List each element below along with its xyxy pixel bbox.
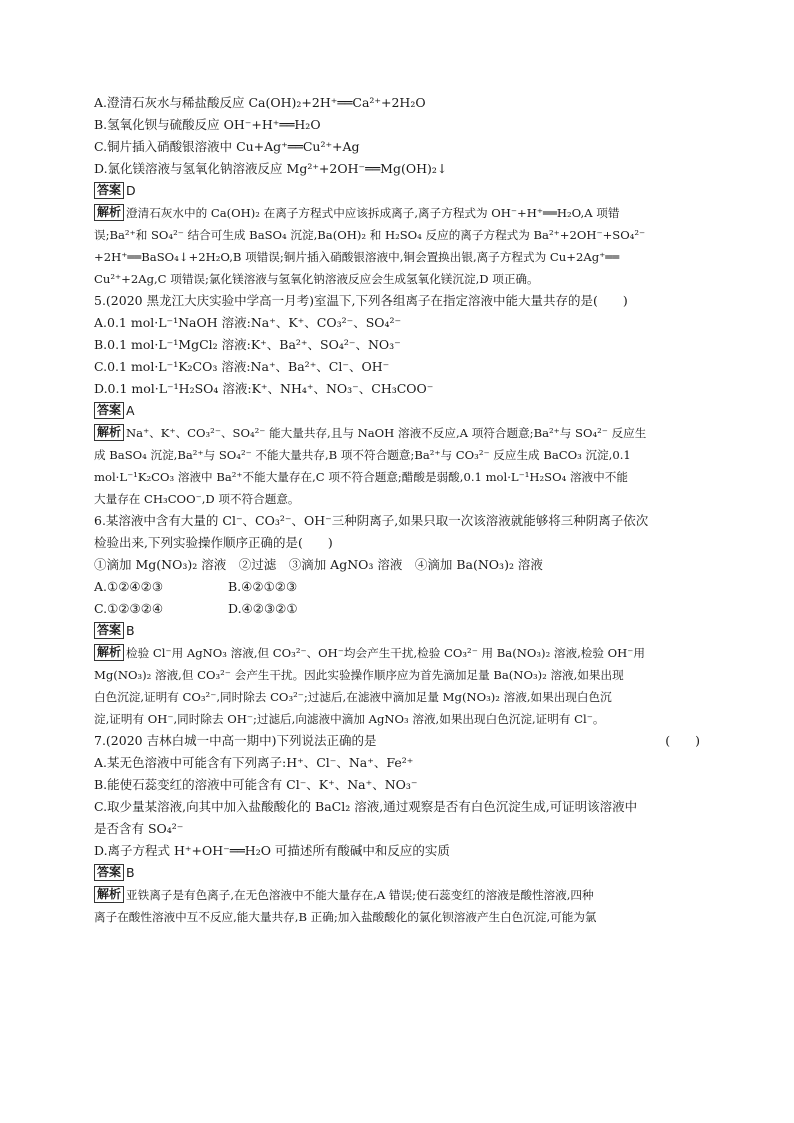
q6-option-b: B.④②①②③	[228, 579, 298, 594]
q5-answer-value: A	[126, 403, 135, 418]
q4-answer	[94, 180, 700, 202]
q6-analysis-line-2: Mg(NO₃)₂ 溶液,但 CO₃²⁻ 会产生干扰。因此实验操作顺序应为首先滴加足量 Ba(NO₃)₂ 溶液,如果出现	[94, 668, 624, 682]
q4-option-b: B.氢氧化钡与硫酸反应 OH⁻+H⁺══H₂O	[94, 117, 321, 132]
q7-stem: 7.(2020 吉林白城一中高一期中)下列说法正确的是	[94, 733, 377, 748]
answer-tag: 答案	[94, 402, 124, 419]
q7-stem-row	[94, 730, 700, 752]
q7-option-a: A.某无色溶液中可能含有下列离子:H⁺、Cl⁻、Na⁺、Fe²⁺	[94, 755, 414, 770]
analysis-tag: 解析	[94, 204, 124, 221]
q7-answer-value: B	[126, 865, 135, 880]
analysis-tag: 解析	[94, 886, 124, 903]
q5-option-c: C.0.1 mol·L⁻¹K₂CO₃ 溶液:Na⁺、Ba²⁺、Cl⁻、OH⁻	[94, 359, 390, 374]
q5-analysis-line-3: mol·L⁻¹K₂CO₃ 溶液中 Ba²⁺不能大量存在,C 项不符合题意;醋酸是弱酸,0.1 mol·L⁻¹H₂SO₄ 溶液中不能	[94, 470, 628, 484]
q5-stem: 5.(2020 黑龙江大庆实验中学高一月考)室温下,下列各组离子在指定溶液中能大量共存的是( )	[94, 293, 628, 308]
q7-bracket: ( )	[665, 733, 700, 748]
q6-steps: ①滴加 Mg(NO₃)₂ 溶液 ②过滤 ③滴加 AgNO₃ 溶液 ④滴加 Ba(NO₃)₂ 溶液	[94, 557, 543, 572]
q7-answer	[94, 862, 700, 884]
question-4	[94, 92, 700, 290]
q7-analysis-line-1: 解析 亚铁离子是有色离子,在无色溶液中不能大量存在,A 错误;使石蕊变红的溶液是酸性溶液,四种	[94, 884, 700, 906]
q5-option-a: A.0.1 mol·L⁻¹NaOH 溶液:Na⁺、K⁺、CO₃²⁻、SO₄²⁻	[94, 315, 402, 330]
q6-analysis-line-1: 解析 检验 Cl⁻用 AgNO₃ 溶液,但 CO₃²⁻、OH⁻均会产生干扰,检验 CO₃²⁻ 用 Ba(NO₃)₂ 溶液,检验 OH⁻用	[94, 642, 700, 664]
q5-answer	[94, 400, 700, 422]
q4-option-c: C.铜片插入硝酸银溶液中 Cu+Ag⁺══Cu²⁺+Ag	[94, 139, 360, 154]
q7-option-c-line-2: 是否含有 SO₄²⁻	[94, 821, 184, 836]
q7-option-d: D.离子方程式 H⁺+OH⁻══H₂O 可描述所有酸碱中和反应的实质	[94, 843, 450, 858]
q5-analysis-line-2: 成 BaSO₄ 沉淀,Ba²⁺与 SO₄²⁻ 不能大量共存,B 项不符合题意;Ba²⁺与 CO₃²⁻ 反应生成 BaCO₃ 沉淀,0.1	[94, 448, 631, 462]
q5-analysis-line-1: 解析 Na⁺、K⁺、CO₃²⁻、SO₄²⁻ 能大量共存,且与 NaOH 溶液不反应,A 项符合题意;Ba²⁺与 SO₄²⁻ 反应生	[94, 422, 700, 444]
q6-analysis-line-4: 淀,证明有 OH⁻,同时除去 OH⁻;过滤后,向滤液中滴加 AgNO₃ 溶液,如果出现白色沉淀,证明有 Cl⁻。	[94, 712, 605, 726]
q6-analysis-line-3: 白色沉淀,证明有 CO₃²⁻,同时除去 CO₃²⁻;过滤后,在滤液中滴加足量 Mg(NO₃)₂ 溶液,如果出现白色沉	[94, 690, 612, 704]
question-6	[94, 510, 700, 730]
q4-answer-value: D	[126, 183, 136, 198]
analysis-tag: 解析	[94, 644, 124, 661]
q6-options-row-1	[94, 576, 700, 598]
q6-options-row-2	[94, 598, 700, 620]
q5-option-d: D.0.1 mol·L⁻¹H₂SO₄ 溶液:K⁺、NH₄⁺、NO₃⁻、CH₃COO⁻	[94, 381, 434, 396]
q6-option-a: A.①②④②③	[94, 579, 164, 594]
q6-stem-line-2: 检验出来,下列实验操作顺序正确的是( )	[94, 535, 333, 550]
q4-analysis-line-3: +2H⁺══BaSO₄↓+2H₂O,B 项错误;铜片插入硝酸银溶液中,铜会置换出银,离子方程式为 Cu+2Ag⁺══	[94, 250, 620, 264]
q6-answer	[94, 620, 700, 642]
q4-analysis-line-2: 误;Ba²⁺和 SO₄²⁻ 结合可生成 BaSO₄ 沉淀,Ba(OH)₂ 和 H₂SO₄ 反应的离子方程式为 Ba²⁺+2OH⁻+SO₄²⁻	[94, 228, 646, 242]
q7-option-b: B.能使石蕊变红的溶液中可能含有 Cl⁻、K⁺、Na⁺、NO₃⁻	[94, 777, 418, 792]
answer-tag: 答案	[94, 182, 124, 199]
q5-analysis-line-4: 大量存在 CH₃COO⁻,D 项不符合题意。	[94, 492, 300, 506]
q4-option-a: A.澄清石灰水与稀盐酸反应 Ca(OH)₂+2H⁺══Ca²⁺+2H₂O	[94, 95, 426, 110]
question-5	[94, 290, 700, 510]
q5-option-b: B.0.1 mol·L⁻¹MgCl₂ 溶液:K⁺、Ba²⁺、SO₄²⁻、NO₃⁻	[94, 337, 401, 352]
q6-option-d: D.④②③②①	[228, 601, 298, 616]
q6-option-c: C.①②③②④	[94, 601, 164, 616]
q7-option-c-line-1: C.取少量某溶液,向其中加入盐酸酸化的 BaCl₂ 溶液,通过观察是否有白色沉淀生成,可证明该溶液中	[94, 799, 638, 814]
question-7	[94, 730, 700, 928]
q6-answer-value: B	[126, 623, 135, 638]
analysis-tag: 解析	[94, 424, 124, 441]
answer-tag: 答案	[94, 864, 124, 881]
q4-analysis-line-1: 解析 澄清石灰水中的 Ca(OH)₂ 在离子方程式中应该拆成离子,离子方程式为 OH⁻+H⁺══H₂O,A 项错	[94, 202, 700, 224]
q6-stem-line-1: 6.某溶液中含有大量的 Cl⁻、CO₃²⁻、OH⁻三种阴离子,如果只取一次该溶液就能够将三种阴离子依次	[94, 513, 649, 528]
answer-tag: 答案	[94, 622, 124, 639]
q4-option-d: D.氯化镁溶液与氢氧化钠溶液反应 Mg²⁺+2OH⁻══Mg(OH)₂↓	[94, 161, 448, 176]
q7-analysis-line-2: 离子在酸性溶液中互不反应,能大量共存,B 正确;加入盐酸酸化的氯化钡溶液产生白色沉淀,可能为氯	[94, 910, 597, 924]
q4-analysis-line-4: Cu²⁺+2Ag,C 项错误;氯化镁溶液与氢氧化钠溶液反应会生成氢氧化镁沉淀,D 项正确。	[94, 272, 539, 286]
